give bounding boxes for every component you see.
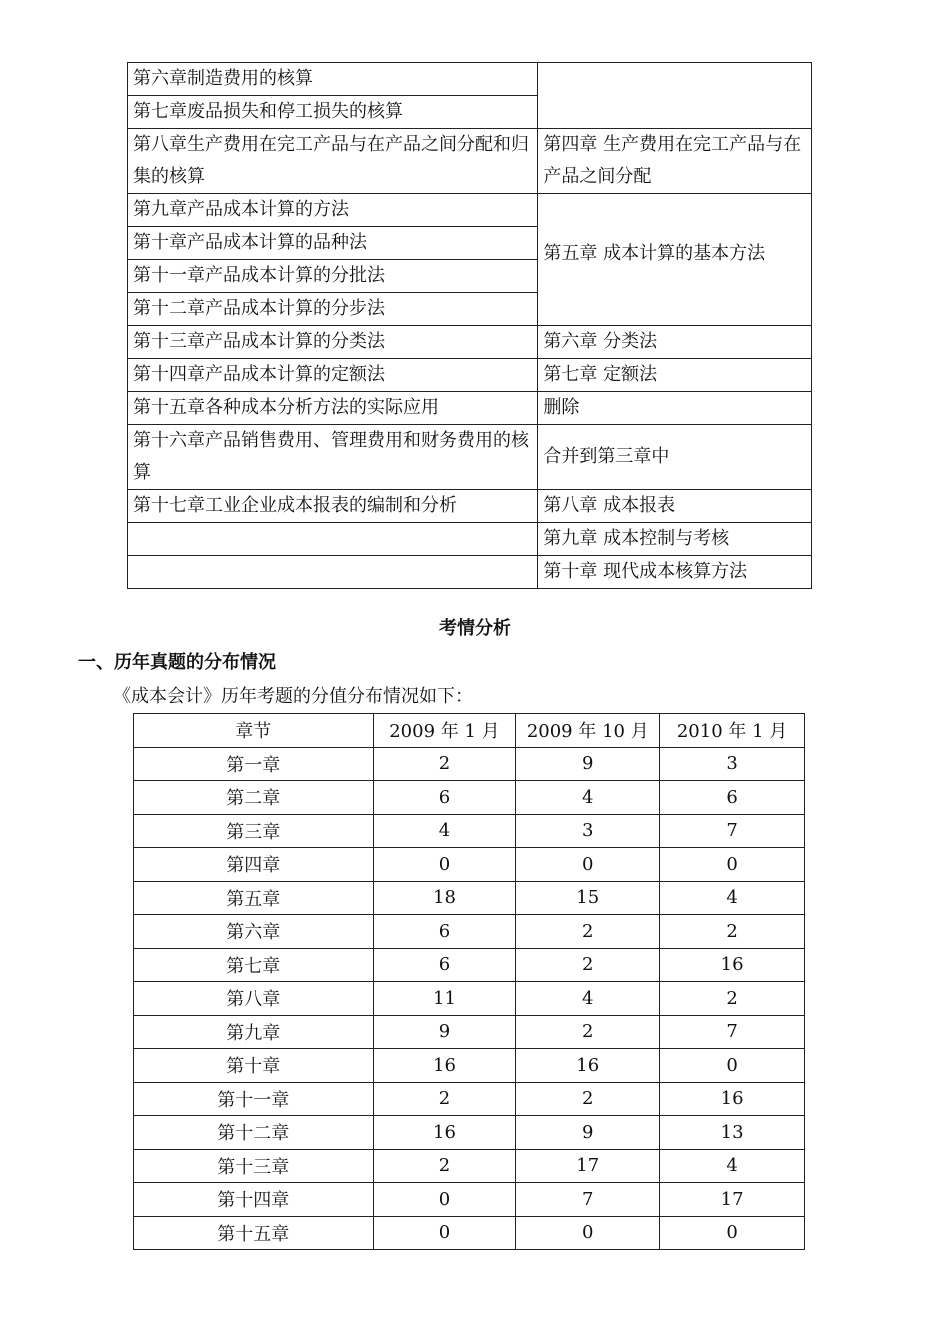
old-chapter-cell: 第十二章产品成本计算的分步法	[128, 293, 538, 326]
old-chapter-cell: 第十三章产品成本计算的分类法	[128, 326, 538, 359]
new-chapter-cell: 第七章 定额法	[538, 359, 812, 392]
new-chapter-cell	[538, 63, 812, 129]
table-row	[128, 490, 812, 523]
old-chapter-cell: 第十六章产品销售费用、管理费用和财务费用的核算	[128, 425, 538, 490]
table-row	[134, 881, 805, 915]
header-cell-2010-jan: 2010 年 1 月	[660, 714, 805, 748]
score-cell: 16	[660, 1082, 805, 1116]
score-cell: 4	[373, 814, 516, 848]
table-row	[128, 425, 812, 490]
score-cell: 4	[660, 881, 805, 915]
table-row	[134, 948, 805, 982]
score-cell: 17	[516, 1149, 660, 1183]
section-heading: 一、历年真题的分布情况	[78, 652, 276, 673]
chapter-cell: 第一章	[134, 747, 374, 781]
score-cell: 0	[373, 1216, 516, 1250]
old-chapter-cell	[128, 523, 538, 556]
chapter-cell: 第十二章	[134, 1116, 374, 1150]
score-cell: 7	[660, 1015, 805, 1049]
table-row	[134, 1183, 805, 1217]
score-cell: 4	[516, 781, 660, 815]
table-row	[128, 359, 812, 392]
old-chapter-cell	[128, 556, 538, 589]
chapter-cell: 第六章	[134, 915, 374, 949]
score-cell: 13	[660, 1116, 805, 1150]
table-row	[134, 1049, 805, 1083]
score-cell: 2	[516, 915, 660, 949]
table-row	[134, 1149, 805, 1183]
score-cell: 2	[373, 1149, 516, 1183]
old-chapter-cell: 第九章产品成本计算的方法	[128, 194, 538, 227]
score-cell: 4	[516, 982, 660, 1016]
score-cell: 7	[660, 814, 805, 848]
score-cell: 2	[516, 1015, 660, 1049]
chapter-cell: 第九章	[134, 1015, 374, 1049]
score-cell: 9	[516, 747, 660, 781]
section-title: 考情分析	[439, 618, 511, 639]
old-chapter-cell: 第八章生产费用在完工产品与在产品之间分配和归集的核算	[128, 129, 538, 194]
score-cell: 9	[373, 1015, 516, 1049]
score-cell: 16	[373, 1049, 516, 1083]
new-chapter-cell: 第九章 成本控制与考核	[538, 523, 812, 556]
score-cell: 2	[660, 915, 805, 949]
header-row	[134, 714, 805, 748]
chapter-cell: 第十章	[134, 1049, 374, 1083]
score-cell: 16	[373, 1116, 516, 1150]
old-chapter-cell: 第十五章各种成本分析方法的实际应用	[128, 392, 538, 425]
score-cell: 6	[373, 781, 516, 815]
table-row	[134, 781, 805, 815]
table-row	[134, 747, 805, 781]
score-cell: 6	[373, 915, 516, 949]
new-chapter-cell: 第十章 现代成本核算方法	[538, 556, 812, 589]
score-cell: 2	[373, 1082, 516, 1116]
new-chapter-cell: 合并到第三章中	[538, 425, 812, 490]
score-cell: 0	[373, 1183, 516, 1217]
table-row	[134, 1015, 805, 1049]
table-row	[134, 1216, 805, 1250]
score-cell: 16	[660, 948, 805, 982]
chapter-cell: 第十五章	[134, 1216, 374, 1250]
chapter-cell: 第十三章	[134, 1149, 374, 1183]
old-chapter-cell: 第十章产品成本计算的品种法	[128, 227, 538, 260]
intro-paragraph: 《成本会计》历年考题的分值分布情况如下：	[113, 686, 473, 707]
new-chapter-cell: 第六章 分类法	[538, 326, 812, 359]
score-cell: 16	[516, 1049, 660, 1083]
table-row	[128, 556, 812, 589]
new-chapter-cell: 删除	[538, 392, 812, 425]
chapter-mapping-table	[127, 62, 812, 589]
score-cell: 0	[660, 848, 805, 882]
score-cell: 4	[660, 1149, 805, 1183]
score-cell: 0	[516, 848, 660, 882]
score-cell: 17	[660, 1183, 805, 1217]
score-cell: 3	[516, 814, 660, 848]
score-distribution-table	[133, 713, 805, 1250]
score-cell: 2	[516, 1082, 660, 1116]
table-row	[134, 848, 805, 882]
header-cell-2009-jan: 2009 年 1 月	[373, 714, 516, 748]
chapter-cell: 第十一章	[134, 1082, 374, 1116]
old-chapter-cell: 第十一章产品成本计算的分批法	[128, 260, 538, 293]
score-cell: 6	[660, 781, 805, 815]
new-chapter-cell: 第八章 成本报表	[538, 490, 812, 523]
score-cell: 0	[516, 1216, 660, 1250]
score-cell: 11	[373, 982, 516, 1016]
table-row	[134, 915, 805, 949]
table-row	[134, 1082, 805, 1116]
chapter-cell: 第十四章	[134, 1183, 374, 1217]
chapter-cell: 第四章	[134, 848, 374, 882]
score-cell: 9	[516, 1116, 660, 1150]
score-cell: 2	[373, 747, 516, 781]
table-row	[128, 392, 812, 425]
table-row	[128, 63, 812, 96]
score-cell: 7	[516, 1183, 660, 1217]
old-chapter-cell: 第七章废品损失和停工损失的核算	[128, 96, 538, 129]
chapter-cell: 第五章	[134, 881, 374, 915]
chapter-cell: 第七章	[134, 948, 374, 982]
old-chapter-cell: 第十七章工业企业成本报表的编制和分析	[128, 490, 538, 523]
new-chapter-cell: 第四章 生产费用在完工产品与在产品之间分配	[538, 129, 812, 194]
new-chapter-cell: 第五章 成本计算的基本方法	[538, 194, 812, 326]
old-chapter-cell: 第十四章产品成本计算的定额法	[128, 359, 538, 392]
header-cell-2009-oct: 2009 年 10 月	[516, 714, 660, 748]
score-cell: 3	[660, 747, 805, 781]
chapter-cell: 第二章	[134, 781, 374, 815]
score-cell: 15	[516, 881, 660, 915]
table-row	[128, 523, 812, 556]
table-row	[134, 814, 805, 848]
score-cell: 2	[660, 982, 805, 1016]
old-chapter-cell: 第六章制造费用的核算	[128, 63, 538, 96]
score-cell: 0	[373, 848, 516, 882]
score-cell: 6	[373, 948, 516, 982]
score-cell: 18	[373, 881, 516, 915]
table-row	[128, 129, 812, 194]
table-row	[128, 194, 812, 227]
chapter-cell: 第三章	[134, 814, 374, 848]
score-cell: 2	[516, 948, 660, 982]
chapter-cell: 第八章	[134, 982, 374, 1016]
table-row	[134, 1116, 805, 1150]
score-cell: 0	[660, 1216, 805, 1250]
header-cell-chapter: 章节	[134, 714, 374, 748]
table-row	[128, 326, 812, 359]
table-row	[134, 982, 805, 1016]
score-cell: 0	[660, 1049, 805, 1083]
